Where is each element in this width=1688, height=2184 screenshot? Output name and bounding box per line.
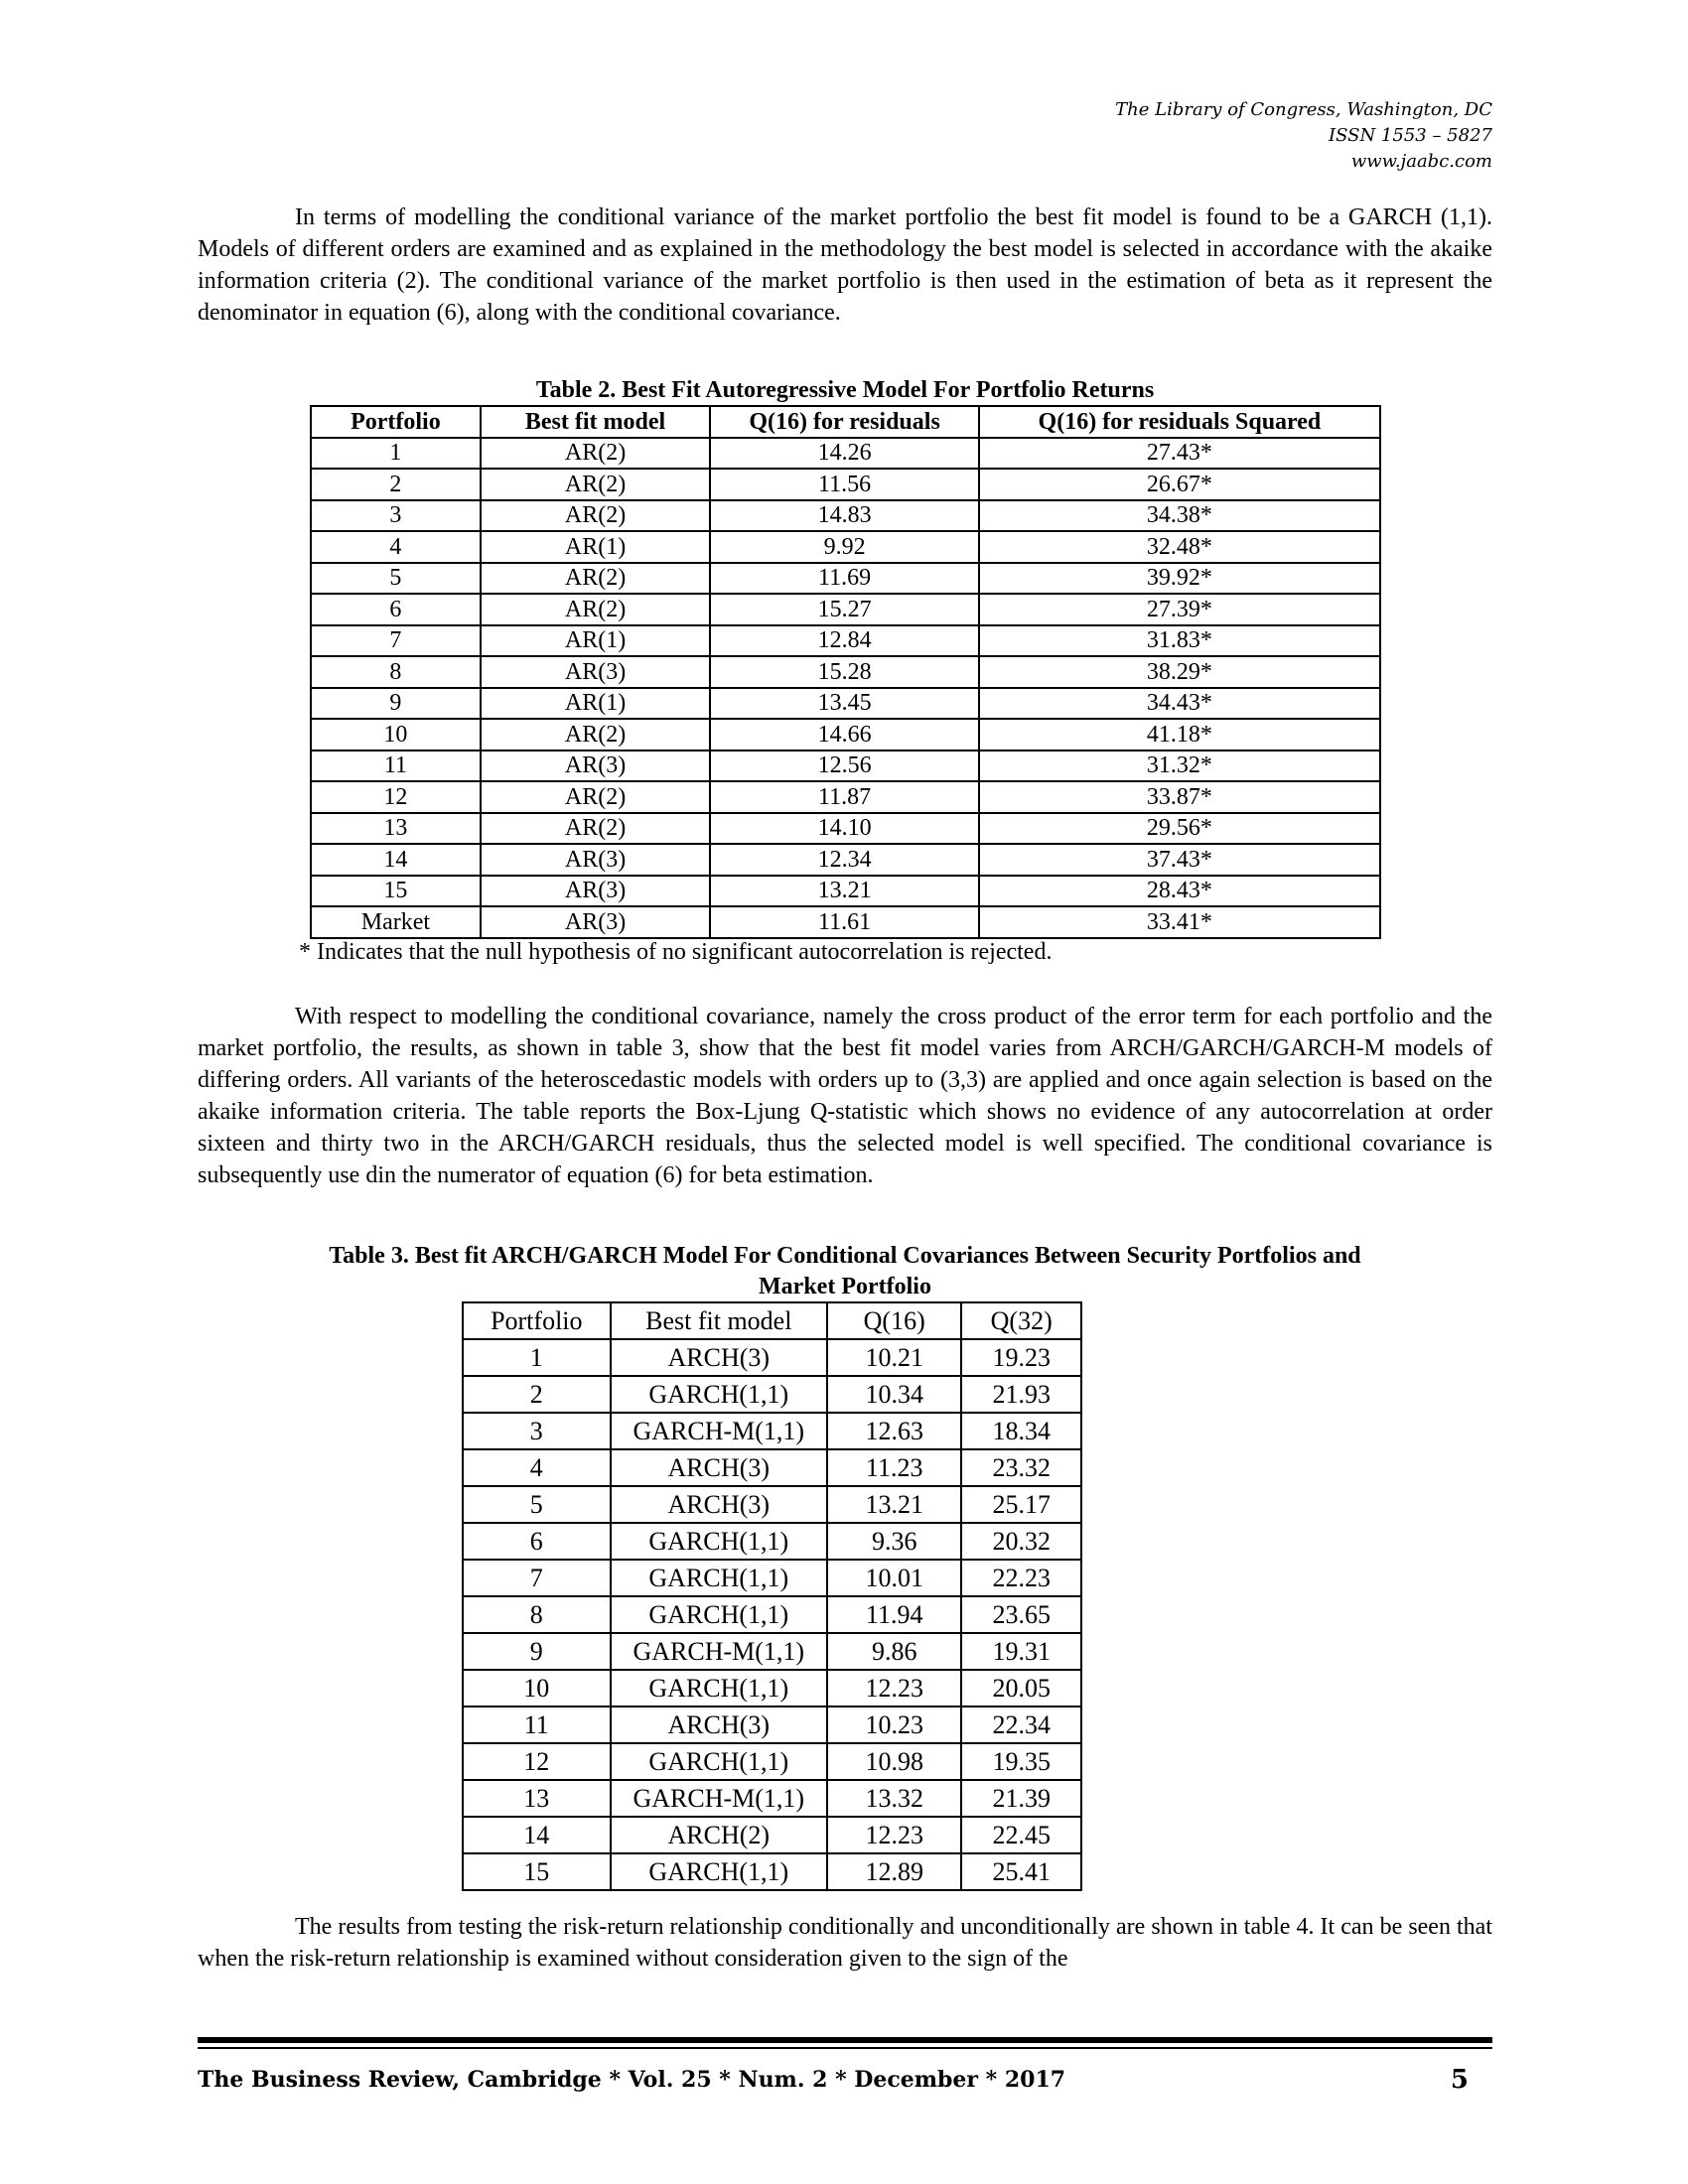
paragraph-risk-return: The results from testing the risk-return relationship conditionally and unconditionally are shown in table 4. It can be seen that when the risk-return relationship is examined without consideration given to the sign of the — [198, 1914, 1492, 1972]
table3-cell: GARCH(1,1) — [611, 1596, 827, 1633]
table2-cell: 34.38* — [979, 500, 1380, 532]
table3-row — [463, 1780, 1081, 1817]
table2-cell: 28.43* — [979, 876, 1380, 907]
table3-row — [463, 1633, 1081, 1670]
table2-cell: 26.67* — [979, 469, 1380, 500]
table2-cell: 39.92* — [979, 563, 1380, 595]
table2-row — [311, 656, 1380, 688]
footer-journal: The Business Review, Cambridge * Vol. 25 * Num. 2 * December * 2017 — [198, 2067, 1066, 2093]
table3-cell: 2 — [463, 1376, 611, 1413]
table3-cell: 9 — [463, 1633, 611, 1670]
table2-cell: AR(3) — [481, 844, 711, 876]
table3-row — [463, 1413, 1081, 1449]
table2-cell: AR(2) — [481, 438, 711, 470]
table2-cell: 14.10 — [710, 813, 979, 845]
table3-cell: 23.65 — [961, 1596, 1081, 1633]
table3-cell: 6 — [463, 1523, 611, 1560]
table3-cell: ARCH(3) — [611, 1339, 827, 1376]
table2-row — [311, 500, 1380, 532]
table2-cell: 13.45 — [710, 688, 979, 720]
table3-cell: 5 — [463, 1486, 611, 1523]
table3-cell: GARCH(1,1) — [611, 1853, 827, 1890]
table2-cell: AR(2) — [481, 500, 711, 532]
table2-cell: 33.41* — [979, 906, 1380, 938]
table3-cell: 12.23 — [827, 1670, 961, 1706]
table3-cell: 4 — [463, 1449, 611, 1486]
table3-cell: 10.98 — [827, 1743, 961, 1780]
table2-cell: 33.87* — [979, 781, 1380, 813]
table2-cell: 11.69 — [710, 563, 979, 595]
table2-cell: 14.66 — [710, 719, 979, 751]
table3-cell: 8 — [463, 1596, 611, 1633]
table3-cell: 10.01 — [827, 1560, 961, 1596]
table3-cell: 11.94 — [827, 1596, 961, 1633]
table2-cell: 38.29* — [979, 656, 1380, 688]
table2-cell: 31.83* — [979, 625, 1380, 657]
table2-cell: 15 — [311, 876, 481, 907]
table3-cell: 15 — [463, 1853, 611, 1890]
page-number: 5 — [1450, 2065, 1469, 2095]
table3-cell: 21.93 — [961, 1376, 1081, 1413]
table2-cell: 7 — [311, 625, 481, 657]
table3-row — [463, 1706, 1081, 1743]
table2-cell: AR(1) — [481, 688, 711, 720]
table2-cell: 13.21 — [710, 876, 979, 907]
table2-cell: AR(2) — [481, 594, 711, 625]
table3-cell: 22.23 — [961, 1560, 1081, 1596]
table2-cell: 34.43* — [979, 688, 1380, 720]
table3-caption-line2: Market Portfolio — [759, 1274, 931, 1299]
table2-cell: AR(2) — [481, 813, 711, 845]
table2-cell: AR(2) — [481, 563, 711, 595]
table3-cell: 22.45 — [961, 1817, 1081, 1853]
paragraph-conditional-covariance: With respect to modelling the conditional covariance, namely the cross product of the error term for each portfolio and the market portfolio, the results, as shown in table 3, show that the best fit model varies from ARCH/GARCH/GARCH-M models of differing orders. All variants of the heteroscedastic models with orders up to (3,3) are applied and once again selection is based on the akaike information criteria. The table reports the Box-Ljung Q-statistic which shows no evidence of any autocorrelation at order sixteen and thirty two in the ARCH/GARCH residuals, thus the selected model is well specified. The conditional covariance is subsequently use din the numerator of equation (6) for beta estimation. — [198, 1004, 1492, 1188]
table2-cell: 10 — [311, 719, 481, 751]
table3-cell: 12 — [463, 1743, 611, 1780]
table2-cell: 14.26 — [710, 438, 979, 470]
table3-cell: GARCH-M(1,1) — [611, 1413, 827, 1449]
table2-cell: 3 — [311, 500, 481, 532]
table3-cell: GARCH(1,1) — [611, 1670, 827, 1706]
table2-cell: 29.56* — [979, 813, 1380, 845]
table2-row — [311, 688, 1380, 720]
table2-row — [311, 751, 1380, 782]
table3-row — [463, 1486, 1081, 1523]
table3-header-cell: Q(16) — [827, 1302, 961, 1339]
table3-cell: 9.86 — [827, 1633, 961, 1670]
table2-cell: 37.43* — [979, 844, 1380, 876]
table3-row — [463, 1376, 1081, 1413]
table2-row — [311, 906, 1380, 938]
table3-cell: 12.63 — [827, 1413, 961, 1449]
table2-cell: 2 — [311, 469, 481, 500]
table2-cell: 12 — [311, 781, 481, 813]
table2-cell: 11.61 — [710, 906, 979, 938]
table2-row — [311, 563, 1380, 595]
table3-cell: ARCH(3) — [611, 1706, 827, 1743]
table3-body — [463, 1339, 1081, 1890]
table2-cell: AR(3) — [481, 656, 711, 688]
table2-cell: 6 — [311, 594, 481, 625]
table2-cell: 11.87 — [710, 781, 979, 813]
footer-rule-thick — [198, 2037, 1492, 2043]
table3-header-row — [463, 1302, 1081, 1339]
table2-cell: 32.48* — [979, 531, 1380, 563]
footer-rule-thin — [198, 2047, 1492, 2049]
table2-row — [311, 719, 1380, 751]
table3-cell: 20.05 — [961, 1670, 1081, 1706]
table3-cell: 19.23 — [961, 1339, 1081, 1376]
table3-cell: 10.23 — [827, 1706, 961, 1743]
table2-row — [311, 781, 1380, 813]
table2-cell: 15.27 — [710, 594, 979, 625]
table3-cell: 10.34 — [827, 1376, 961, 1413]
table2-row — [311, 531, 1380, 563]
table2-row — [311, 438, 1380, 470]
running-header — [897, 97, 1492, 175]
table2-header-row — [311, 406, 1380, 438]
table3-cell: 20.32 — [961, 1523, 1081, 1560]
table2-body — [311, 438, 1380, 938]
table3-cell: ARCH(3) — [611, 1486, 827, 1523]
table3-cell: GARCH(1,1) — [611, 1376, 827, 1413]
table2-cell: 12.34 — [710, 844, 979, 876]
table2-cell: AR(1) — [481, 531, 711, 563]
table2-row — [311, 594, 1380, 625]
table2-cell: 31.32* — [979, 751, 1380, 782]
table2-row — [311, 876, 1380, 907]
table3-cell: 11.23 — [827, 1449, 961, 1486]
table3-cell: 19.35 — [961, 1743, 1081, 1780]
table2 — [310, 405, 1381, 939]
table3-cell: ARCH(3) — [611, 1449, 827, 1486]
table2-caption: Table 2. Best Fit Autoregressive Model For Portfolio Returns — [535, 377, 1155, 403]
table3-cell: 21.39 — [961, 1780, 1081, 1817]
table2-header-cell: Q(16) for residuals — [710, 406, 979, 438]
table2-cell: AR(2) — [481, 781, 711, 813]
table2-cell: AR(3) — [481, 751, 711, 782]
table3-cell: 7 — [463, 1560, 611, 1596]
table2-cell: 1 — [311, 438, 481, 470]
table2-cell: 13 — [311, 813, 481, 845]
table3-row — [463, 1596, 1081, 1633]
page-footer — [198, 2065, 1492, 2095]
table2-cell: Market — [311, 906, 481, 938]
table3-cell: 12.23 — [827, 1817, 961, 1853]
header-issn: ISSN 1553 – 5827 — [1329, 125, 1492, 146]
table2-cell: 9 — [311, 688, 481, 720]
table3-row — [463, 1523, 1081, 1560]
table3-cell: 9.36 — [827, 1523, 961, 1560]
table3-cell: GARCH(1,1) — [611, 1523, 827, 1560]
table3-cell: 13.32 — [827, 1780, 961, 1817]
table3-row — [463, 1670, 1081, 1706]
table3-header-cell: Portfolio — [463, 1302, 611, 1339]
table3-cell: 3 — [463, 1413, 611, 1449]
table2-header-cell: Portfolio — [311, 406, 481, 438]
header-library: The Library of Congress, Washington, DC — [1115, 99, 1492, 120]
table3-row — [463, 1743, 1081, 1780]
table2-row — [311, 469, 1380, 500]
table3-cell: 11 — [463, 1706, 611, 1743]
table3-row — [463, 1449, 1081, 1486]
table3-cell: GARCH(1,1) — [611, 1560, 827, 1596]
table3-cell: 14 — [463, 1817, 611, 1853]
table3-cell: 1 — [463, 1339, 611, 1376]
table2-cell: 14.83 — [710, 500, 979, 532]
table2-cell: 5 — [311, 563, 481, 595]
table2-cell: 14 — [311, 844, 481, 876]
table3-cell: 13.21 — [827, 1486, 961, 1523]
table3-row — [463, 1339, 1081, 1376]
table2-cell: 11.56 — [710, 469, 979, 500]
table2-cell: AR(2) — [481, 719, 711, 751]
table2-header-cell: Q(16) for residuals Squared — [979, 406, 1380, 438]
table2-cell: 8 — [311, 656, 481, 688]
table3-cell: GARCH-M(1,1) — [611, 1780, 827, 1817]
table3-cell: 22.34 — [961, 1706, 1081, 1743]
table3 — [462, 1301, 1082, 1891]
table3-header-cell: Best fit model — [611, 1302, 827, 1339]
table3-cell: 18.34 — [961, 1413, 1081, 1449]
table3-row — [463, 1853, 1081, 1890]
table2-cell: AR(3) — [481, 876, 711, 907]
table2-row — [311, 844, 1380, 876]
table2-cell: 41.18* — [979, 719, 1380, 751]
table3-caption — [198, 1241, 1492, 1302]
table2-cell: AR(3) — [481, 906, 711, 938]
table2-cell: 12.84 — [710, 625, 979, 657]
table2-cell: AR(1) — [481, 625, 711, 657]
table2-cell: 12.56 — [710, 751, 979, 782]
table3-cell: 13 — [463, 1780, 611, 1817]
table3-cell: ARCH(2) — [611, 1817, 827, 1853]
table2-cell: 15.28 — [710, 656, 979, 688]
table3-header-cell: Q(32) — [961, 1302, 1081, 1339]
table3-cell: 25.41 — [961, 1853, 1081, 1890]
table3-cell: 12.89 — [827, 1853, 961, 1890]
table3-cell: GARCH-M(1,1) — [611, 1633, 827, 1670]
table3-cell: 19.31 — [961, 1633, 1081, 1670]
table2-note: * Indicates that the null hypothesis of no significant autocorrelation is rejected. — [299, 939, 1053, 965]
table3-cell: 25.17 — [961, 1486, 1081, 1523]
table3-cell: GARCH(1,1) — [611, 1743, 827, 1780]
table3-row — [463, 1817, 1081, 1853]
table2-row — [311, 813, 1380, 845]
table2-cell: 4 — [311, 531, 481, 563]
table2-cell: 27.39* — [979, 594, 1380, 625]
table3-cell: 10 — [463, 1670, 611, 1706]
table3-row — [463, 1560, 1081, 1596]
table3-caption-line1: Table 3. Best fit ARCH/GARCH Model For Conditional Covariances Between Security Portfolios and — [329, 1243, 1361, 1269]
table2-cell: 27.43* — [979, 438, 1380, 470]
table3-cell: 10.21 — [827, 1339, 961, 1376]
table2-header-cell: Best fit model — [481, 406, 711, 438]
header-website: www.jaabc.com — [1350, 151, 1492, 172]
table2-cell: AR(2) — [481, 469, 711, 500]
table2-cell: 11 — [311, 751, 481, 782]
paragraph-conditional-variance: In terms of modelling the conditional variance of the market portfolio the best fit model is found to be a GARCH (1,1). Models of different orders are examined and as explained in the methodology the best model is selected in accordance with the akaike information criteria (2). The conditional variance of the market portfolio is then used in the estimation of beta as it represent the denominator in equation (6), along with the conditional covariance. — [198, 205, 1492, 326]
table3-cell: 23.32 — [961, 1449, 1081, 1486]
table2-row — [311, 625, 1380, 657]
table2-cell: 9.92 — [710, 531, 979, 563]
